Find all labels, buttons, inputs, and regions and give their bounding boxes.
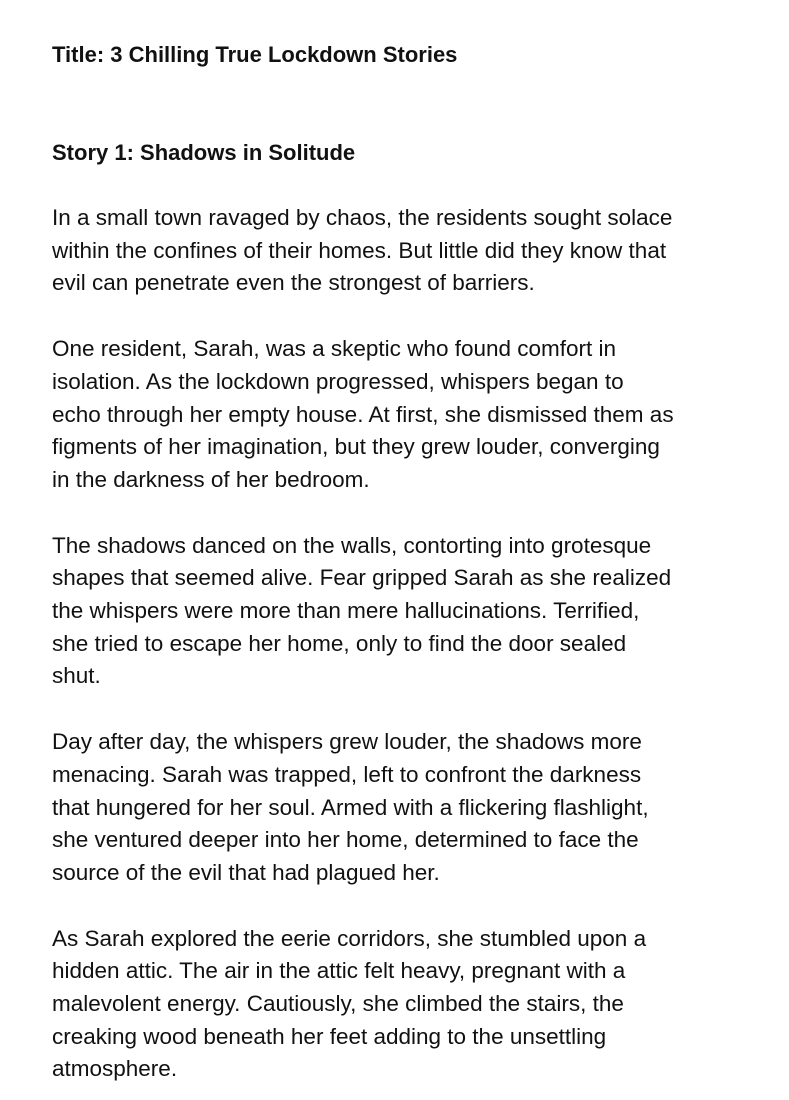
story-heading: Story 1: Shadows in Solitude [52,140,356,165]
story-paragraph: The shadows danced on the walls, contorting into grotesque shapes that seemed alive. Fear gripped Sarah as she realized the whispers were more than mere hallucinations. Terrified, she tried to escape her home, only to find the door sealed shut. [52,532,672,689]
document-title: Title: 3 Chilling True Lockdown Stories [52,42,458,67]
story-paragraph: In a small town ravaged by chaos, the residents sought solace within the confines of their homes. But little did they know that evil can penetrate even the strongest of barriers. [52,205,673,296]
document-body [52,39,752,1086]
story-paragraph: One resident, Sarah, was a skeptic who found comfort in isolation. As the lockdown progressed, whispers began to echo through her empty house. At first, she dismissed them as figments of her imagination, but they grew louder, converging in the darkness of her bedroom. [52,336,674,492]
story-paragraph: Day after day, the whispers grew louder, the shadows more menacing. Sarah was trapped, left to confront the darkness that hungered for her soul. Armed with a flickering flashlight, she ventured deeper into her home, determined to face the source of the evil that had plagued her. [52,729,649,885]
story-paragraph: As Sarah explored the eerie corridors, she stumbled upon a hidden attic. The air in the attic felt heavy, pregnant with a malevolent energy. Cautiously, she climbed the stairs, the creaking wood beneath her feet adding to the unsettling atmosphere. [52,925,647,1082]
